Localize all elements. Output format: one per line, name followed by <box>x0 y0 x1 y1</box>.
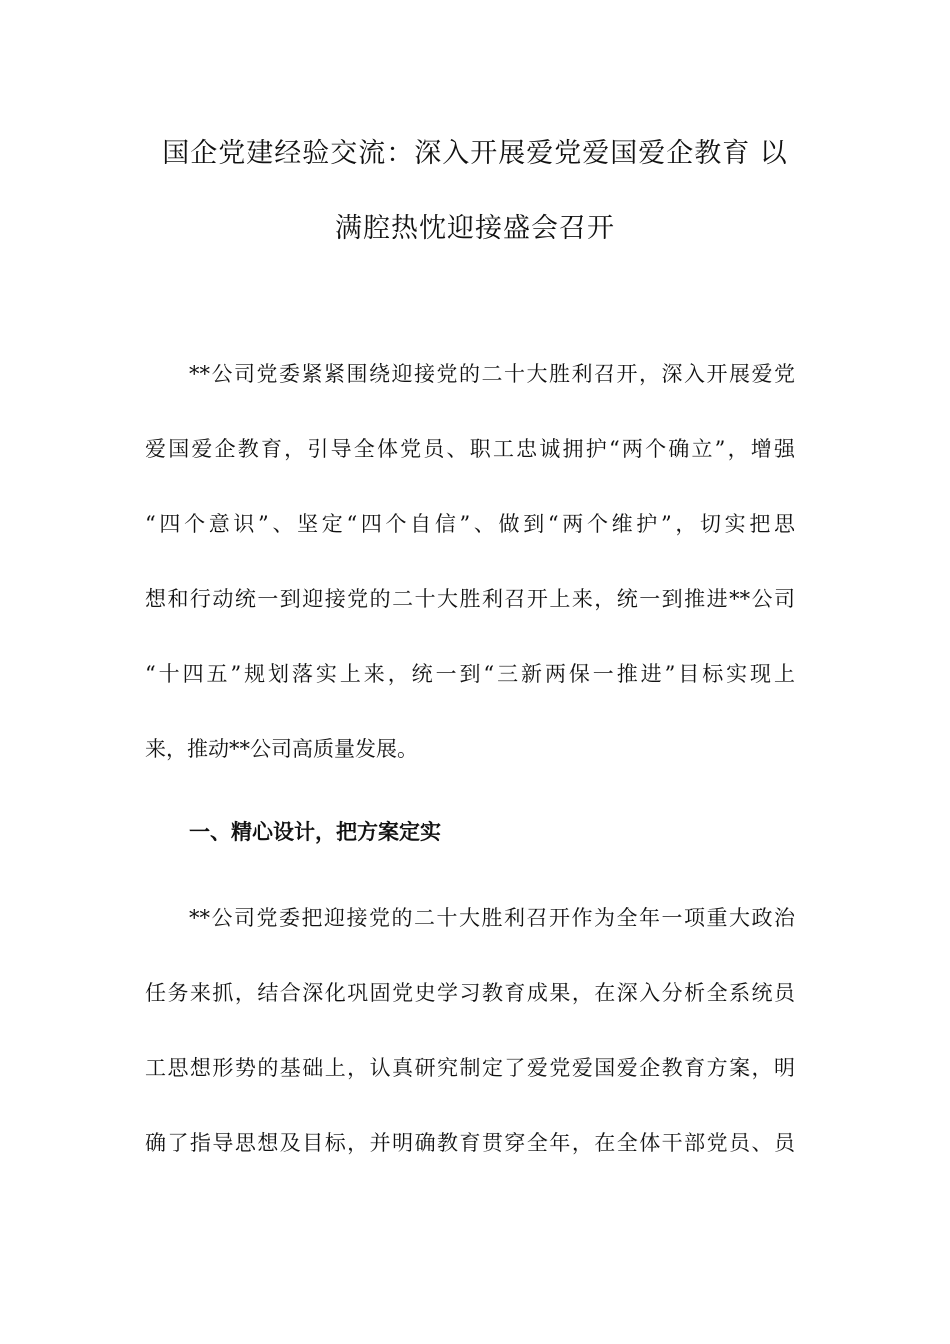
document-title-line-2: 满腔热忱迎接盛会召开 <box>335 213 615 244</box>
paragraph-2-line-4: 确了指导思想及目标，并明确教育贯穿全年，在全体干部党员、员 <box>145 1131 795 1155</box>
section-1-heading: 一、精心设计，把方案定实 <box>189 820 441 844</box>
paragraph-2-line-3: 工思想形势的基础上，认真研究制定了爱党爱国爱企教育方案，明 <box>145 1056 795 1080</box>
paragraph-2-line-2: 任务来抓，结合深化巩固党史学习教育成果，在深入分析全系统员 <box>145 981 795 1005</box>
paragraph-1-line-3: “四个意识”、坚定“四个自信”、做到“两个维护”，切实把思 <box>145 512 795 536</box>
paragraph-1-line-2: 爱国爱企教育，引导全体党员、职工忠诚拥护“两个确立”，增强 <box>145 437 795 461</box>
paragraph-1-line-1: **公司党委紧紧围绕迎接党的二十大胜利召开，深入开展爱党 <box>189 362 795 386</box>
paragraph-1-line-6: 来，推动**公司高质量发展。 <box>145 737 418 761</box>
paragraph-2-line-1: **公司党委把迎接党的二十大胜利召开作为全年一项重大政治 <box>189 906 795 930</box>
document-title-line-1: 国企党建经验交流：深入开展爱党爱国爱企教育 以 <box>162 138 788 169</box>
paragraph-1-line-4: 想和行动统一到迎接党的二十大胜利召开上来，统一到推进**公司 <box>145 587 795 611</box>
paragraph-1-line-5: “十四五”规划落实上来，统一到“三新两保一推进”目标实现上 <box>145 662 795 686</box>
